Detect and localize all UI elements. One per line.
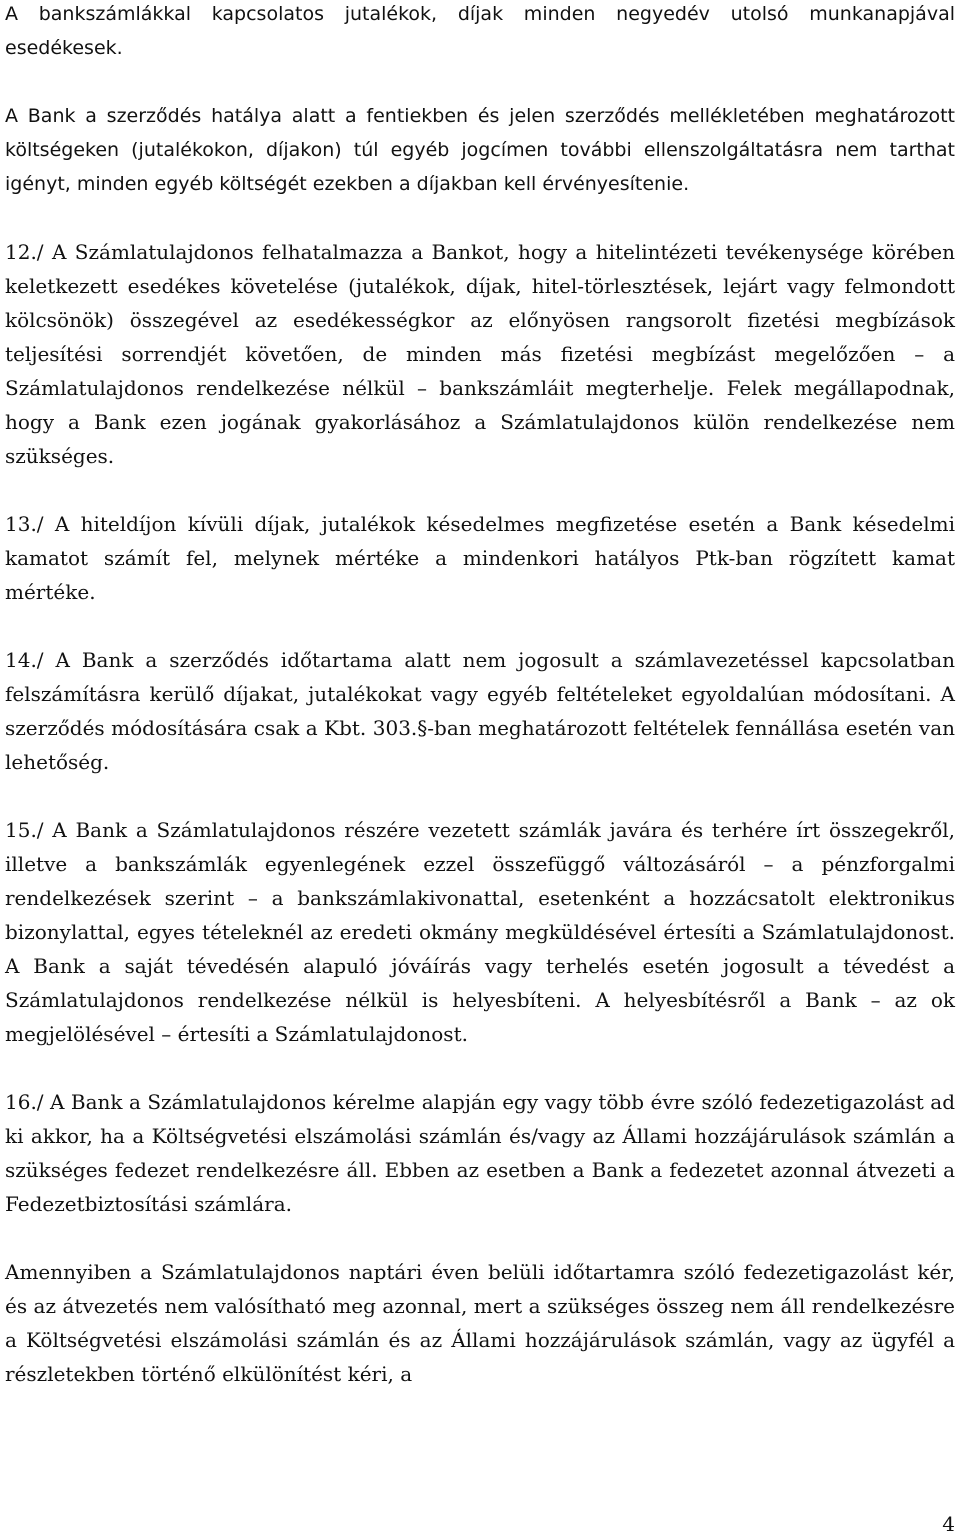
page-number: 4 [942, 1512, 955, 1536]
paragraph-fee-due-date: A bankszámlákkal kapcsolatos jutalékok, díjak minden negyedév utolsó munkanapjával esedékesek. [5, 3, 955, 59]
paragraph-14: 14./ A Bank a szerződés időtartama alatt nem jogosult a számlavezetéssel kapcsolatban felszámításra kerülő díjakat, jutalékokat vagy egyéb feltételeket egyoldalúan módosítani. A szerződés módosítására csak a Kbt. 303.§-ban meghatározott feltételek fennállása esetén van lehetőség. [5, 648, 955, 774]
paragraph-13: 13./ A hiteldíjon kívüli díjak, jutalékok késedelmes megfizetése esetén a Bank késedelmi kamatot számít fel, melynek mértéke a mindenkori hatályos Ptk-ban rögzített kamat mértéke. [5, 512, 955, 604]
document-page [5, 0, 955, 1425]
paragraph-16: 16./ A Bank a Számlatulajdonos kérelme alapján egy vagy több évre szóló fedezetigazolást ad ki akkor, ha a Költségvetési elszámolási számlán és/vagy az Állami hozzájárulások számlán a szükséges fedezet rendelkezésre áll. Ebben az esetben a Bank a fedezetet azonnal átvezeti a Fedezetbiztosítási számlára. [5, 1090, 955, 1216]
paragraph-15: 15./ A Bank a Számlatulajdonos részére vezetett számlák javára és terhére írt összegekről, illetve a bankszámlák egyenlegének ezzel összefüggő változásáról – a pénzforgalmi rendelkezések szerint – a bankszámlakivonattal, esetenként a hozzácsatolt elektronikus bizonylattal, egyes tételeknél az eredeti okmány megküldésével értesíti a Számlatulajdonost. A Bank a saját tévedésén alapuló jóváírás vagy terhelés esetén jogosult a tévedést a Számlatulajdonos rendelkezése nélkül is helyesbíteni. A helyesbítésről a Bank – az ok megjelölésével – értesíti a Számlatulajdonost. [5, 818, 955, 1046]
paragraph-12: 12./ A Számlatulajdonos felhatalmazza a Bankot, hogy a hitelintézeti tevékenysége körében keletkezett esedékes követelése (jutalékok, díjak, hitel-törlesztések, lejárt vagy felmondott kölcsönök) összegével az esedékességkor az előnyösen rangsorolt fizetési megbízások teljesítési sorrendjét követően, de minden más fizetési megbízást megelőzően – a Számlatulajdonos rendelkezése nélkül – bankszámláit megterhelje. Felek megállapodnak, hogy a Bank ezen jogának gyakorlásához a Számlatulajdonos külön rendelkezése nem szükséges. [5, 240, 955, 468]
paragraph-costs-limitation: A Bank a szerződés hatálya alatt a fentiekben és jelen szerződés mellékletében meghatározott költségeken (jutalékokon, díjakon) túl egyéb jogcímen további ellenszolgáltatásra nem tarthat igényt, minden egyéb költségét ezekben a díjakban kell érvényesítenie. [5, 105, 955, 195]
paragraph-16-continuation: Amennyiben a Számlatulajdonos naptári éven belüli időtartamra szóló fedezetigazolást kér, és az átvezetés nem valósítható meg azonnal, mert a szükséges összeg nem áll rendelkezésre a Költségvetési elszámolási számlán és az Állami hozzájárulások számlán, vagy az ügyfél a részletekben történő elkülönítést kéri, a [5, 1260, 955, 1386]
